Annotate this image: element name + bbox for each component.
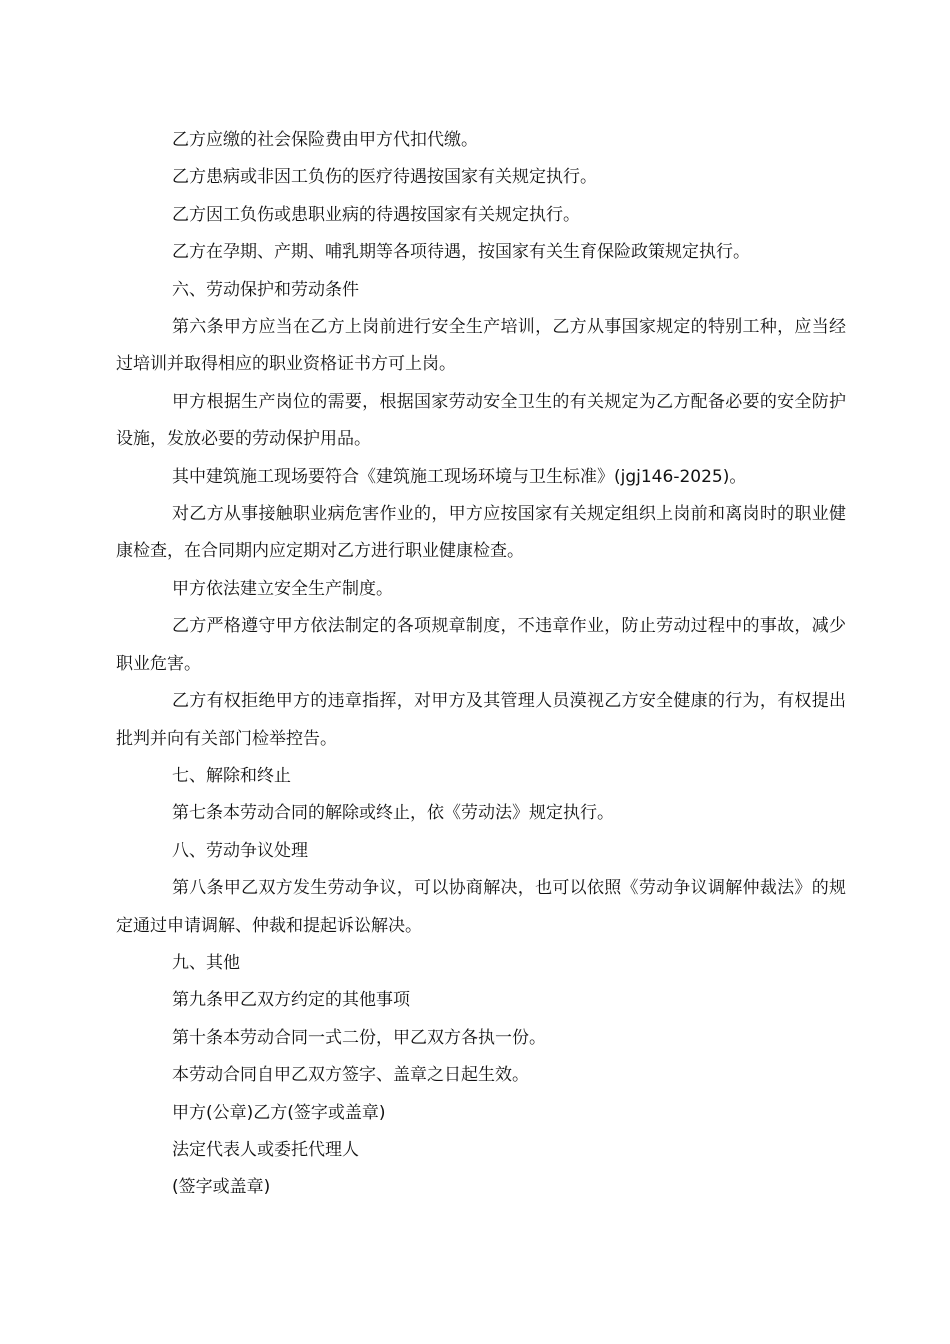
paragraph-health-check: 对乙方从事接触职业病危害作业的，甲方应按国家有关规定组织上岗前和离岗时的职业健康检查，在合同期内应定期对乙方进行职业健康检查。 bbox=[116, 504, 846, 562]
paragraph-article-6: 第六条甲方应当在乙方上岗前进行安全生产培训，乙方从事国家规定的特别工种，应当经过培训并取得相应的职业资格证书方可上岗。 bbox=[116, 317, 846, 375]
signature-representative: 法定代表人或委托代理人 bbox=[172, 1139, 359, 1160]
paragraph-illness-treatment: 乙方患病或非因工负伤的医疗待遇按国家有关规定执行。 bbox=[172, 167, 597, 188]
paragraph-construction-standard: 其中建筑施工现场要符合《建筑施工现场环境与卫生标准》(jgj146-2025)。 bbox=[172, 466, 747, 487]
paragraph-maternity: 乙方在孕期、产期、哺乳期等各项待遇，按国家有关生育保险政策规定执行。 bbox=[172, 242, 750, 263]
section-heading-other: 九、其他 bbox=[172, 952, 240, 973]
paragraph-comply-rules: 乙方严格遵守甲方依法制定的各项规章制度，不违章作业，防止劳动过程中的事故，减少职业危害。 bbox=[116, 616, 846, 674]
section-heading-dispute: 八、劳动争议处理 bbox=[172, 840, 308, 861]
paragraph-article-7: 第七条本劳动合同的解除或终止，依《劳动法》规定执行。 bbox=[172, 803, 614, 824]
paragraph-article-10: 第十条本劳动合同一式二份，甲乙双方各执一份。 bbox=[172, 1027, 546, 1048]
paragraph-effective-date: 本劳动合同自甲乙双方签字、盖章之日起生效。 bbox=[172, 1065, 529, 1086]
signature-sign-or-seal: (签字或盖章) bbox=[172, 1177, 271, 1198]
paragraph-safety-system: 甲方依法建立安全生产制度。 bbox=[172, 578, 393, 599]
signature-parties: 甲方(公章)乙方(签字或盖章) bbox=[172, 1102, 386, 1123]
paragraph-work-injury: 乙方因工负伤或患职业病的待遇按国家有关规定执行。 bbox=[172, 204, 580, 225]
paragraph-article-8: 第八条甲乙双方发生劳动争议，可以协商解决，也可以依照《劳动争议调解仲裁法》的规定通过申请调解、仲裁和提起诉讼解决。 bbox=[116, 878, 846, 936]
section-heading-termination: 七、解除和终止 bbox=[172, 765, 291, 786]
paragraph-right-to-refuse: 乙方有权拒绝甲方的违章指挥，对甲方及其管理人员漠视乙方安全健康的行为，有权提出批判并向有关部门检举控告。 bbox=[116, 691, 846, 749]
paragraph-social-insurance: 乙方应缴的社会保险费由甲方代扣代缴。 bbox=[172, 130, 478, 150]
section-heading-labor-protection: 六、劳动保护和劳动条件 bbox=[172, 279, 359, 300]
paragraph-article-9: 第九条甲乙双方约定的其他事项 bbox=[172, 990, 410, 1011]
paragraph-safety-equipment: 甲方根据生产岗位的需要，根据国家劳动安全卫生的有关规定为乙方配备必要的安全防护设施，发放必要的劳动保护用品。 bbox=[116, 391, 846, 450]
document-body bbox=[116, 122, 846, 1207]
